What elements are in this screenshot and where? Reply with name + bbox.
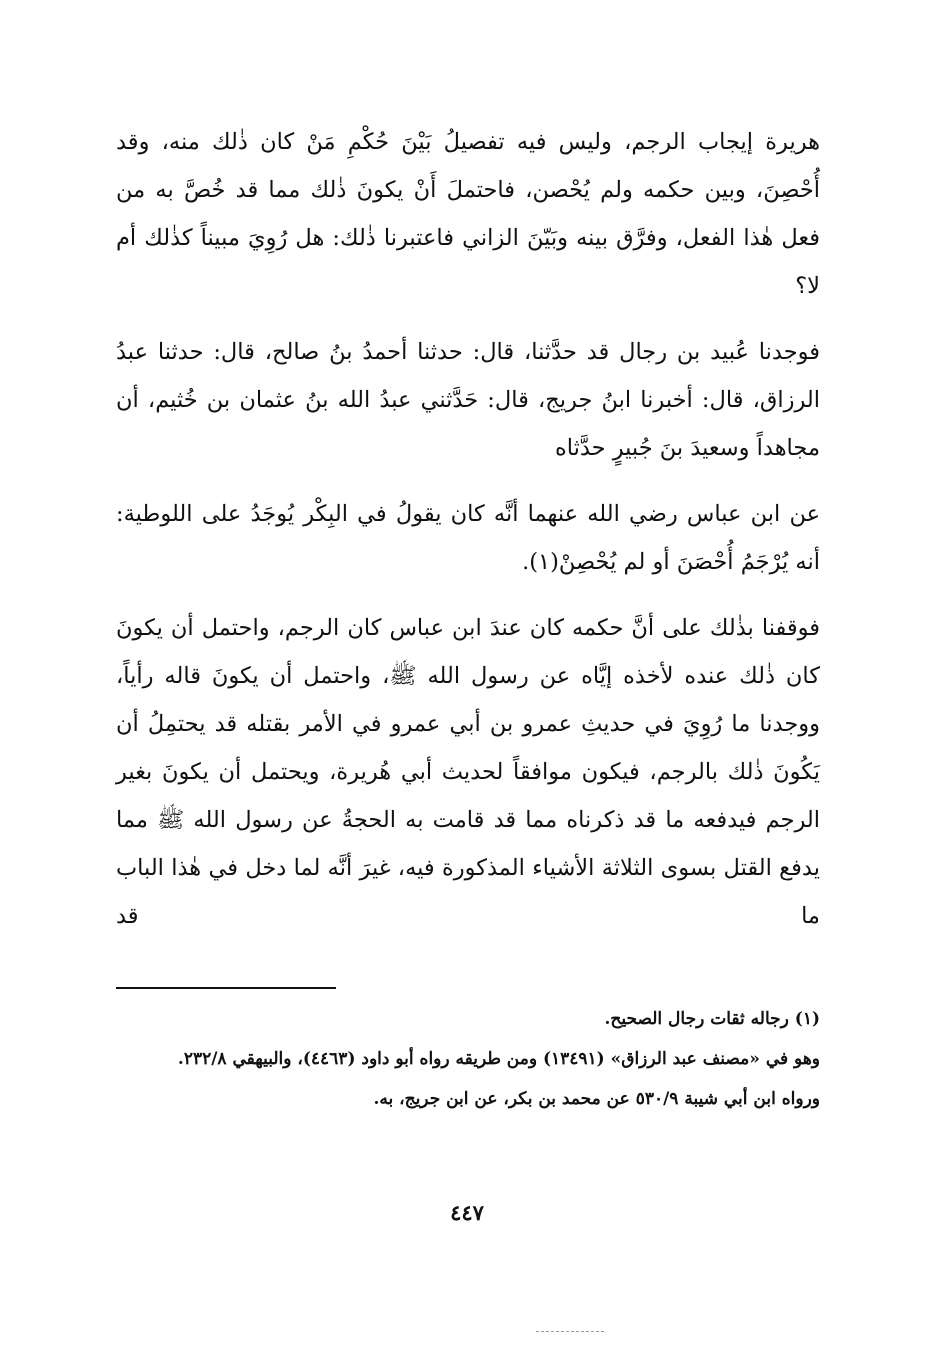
scan-artifact bbox=[536, 1331, 604, 1332]
footnote-3: ورواه ابن أبي شيبة ٥٣٠/٩ عن محمد بن بكر، عن ابن جريج، به. bbox=[373, 1089, 820, 1109]
paragraph-4: فوقفنا بذٰلك على أنَّ حكمه كان عندَ ابن عباس كان الرجم، واحتمل أن يكونَ كان ذٰلك عنده لأخذه إيَّاه عن رسول الله ﷺ، واحتمل أن يكونَ قاله رأياً، ووجدنا ما رُوِيَ في حديثِ عمرو بن أبي عمرو في الأمر بقتله قد يحتمِلُ أن يَكُونَ ذٰلك بالرجم، فيكون موافقاً لحديث أبي هُريرة، ويحتمل أن يكونَ بغير الرجم فيدفعه ما قد ذكرناه مما قد قامت به الحجةُ عن رسول الله ﷺ مما يدفع القتل بسوى الثلاثة الأشياء المذكورة فيه، غيرَ أنَّه لما دخل في هٰذا الباب ما قد bbox=[116, 615, 820, 929]
main-text bbox=[116, 118, 820, 940]
paragraph-2: فوجدنا عُبيد بن رجال قد حدَّثنا، قال: حدثنا أحمدُ بنُ صالح، قال: حدثنا عبدُ الرزاق، قال: أخبرنا ابنُ جريج، قال: حَدَّثني عبدُ الله بنُ عثمان بن خُثيم، أن مجاهداً وسعيدَ بنَ جُبيرٍ حدَّثاه bbox=[116, 339, 820, 461]
page-number: ٤٤٧ bbox=[450, 1200, 484, 1225]
footnotes bbox=[116, 1004, 820, 1114]
footnote-separator bbox=[116, 987, 336, 989]
footnote-1: (١) رجاله ثقات رجال الصحيح. bbox=[604, 1009, 820, 1029]
paragraph-3: عن ابن عباس رضي الله عنهما أنَّه كان يقولُ في البِكْر يُوجَدُ على اللوطية: أنه يُرْجَمُ أُحْصَنَ أو لم يُحْصِنْ(١). bbox=[116, 501, 820, 575]
paragraph-1: هريرة إيجاب الرجم، وليس فيه تفصيلُ بَيْنَ حُكْمِ مَنْ كان ذٰلك منه، وقد أُحْصِنَ، وبين حكمه ولم يُحْصن، فاحتملَ أَنْ يكونَ ذٰلك مما قد خُصَّ به من فعل هٰذا الفعل، وفرَّق بينه وبَيّنَ الزاني فاعتبرنا ذٰلك: هل رُوِيَ مبيناً كذٰلك أم لا؟ bbox=[116, 129, 820, 299]
footnote-2: وهو في «مصنف عبد الرزاق» (١٣٤٩١) ومن طريقه رواه أبو داود (٤٤٦٣)، والبيهقي ٢٣٢/٨. bbox=[177, 1049, 820, 1069]
